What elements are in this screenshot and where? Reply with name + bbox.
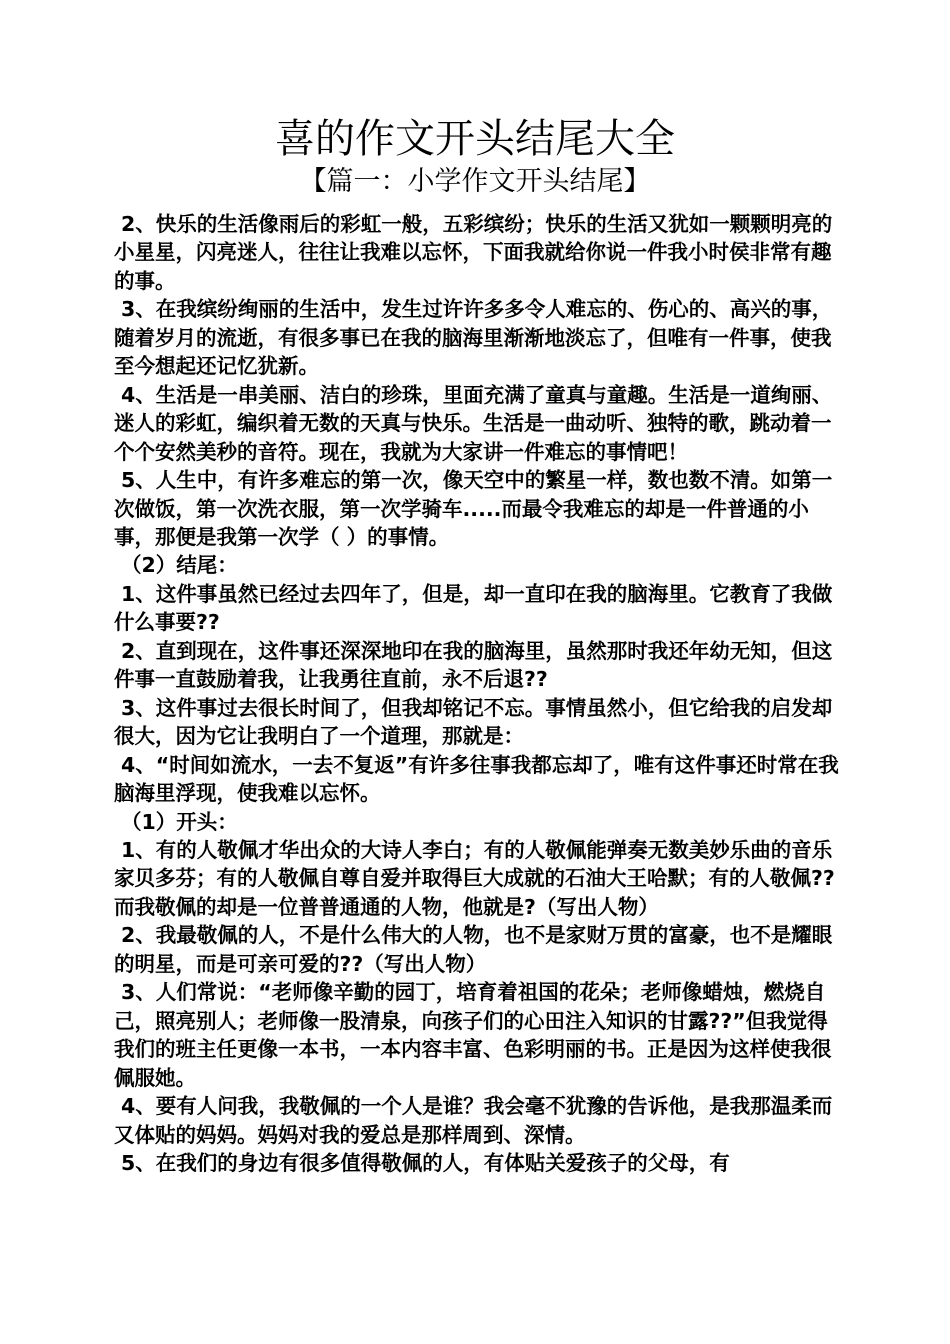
paragraph: 4、“时间如流水，一去不复返”有许多往事我都忘却了，唯有这件事还时常在我脑海里浮现，使我难以忘怀。 (114, 752, 839, 806)
paragraph: 4、生活是一串美丽、洁白的珍珠，里面充满了童真与童趣。生活是一道绚丽、迷人的彩虹，编织着无数的天真与快乐。生活是一曲动听、独特的歌，跳动着一个个安然美秒的音符。现在，我就为大家讲一件难忘的事情吧！ (114, 382, 833, 464)
document-title: 喜的作文开头结尾大全 (275, 116, 675, 162)
paragraph: 5、在我们的身边有很多值得敬佩的人，有体贴关爱孩子的父母，有 (121, 1150, 730, 1175)
paragraph: 1、有的人敬佩才华出众的大诗人李白；有的人敬佩能弹奏无数美妙乐曲的音乐家贝多芬；有的人敬佩自尊自爱并取得巨大成就的石油大王哈默；有的人敬佩??而我敬佩的却是一位普普通通的人物，他就是?（写出人物） (114, 837, 835, 919)
paragraph: 3、这件事过去很长时间了，但我却铭记不忘。事情虽然小，但它给我的启发却很大，因为它让我明白了一个道理，那就是： (114, 695, 833, 749)
paragraph: 4、要有人问我，我敬佩的一个人是谁？我会毫不犹豫的告诉他，是我那温柔而又体贴的妈妈。妈妈对我的爱总是那样周到、深情。 (114, 1094, 833, 1147)
paragraph: 2、我最敬佩的人，不是什么伟大的人物，也不是家财万贯的富豪，也不是耀眼的明星，而是可亲可爱的??（写出人物） (114, 923, 833, 976)
paragraph: 1、这件事虽然已经过去四年了，但是，却一直印在我的脑海里。它教育了我做什么事要?? (114, 581, 833, 635)
document-subtitle: 【篇一：小学作文开头结尾】 (299, 166, 651, 197)
section-heading-ending: （2）结尾： (121, 553, 238, 578)
section-heading-opening: （1）开头： (121, 809, 238, 834)
paragraph: 5、人生中，有许多难忘的第一次，像天空中的繁星一样，数也数不清。如第一次做饭，第一次洗衣服，第一次学骑车.....而最令我难忘的却是一件普通的小事，那便是我第一次学（ ）的事情。 (114, 468, 833, 549)
document-body (114, 210, 844, 1177)
paragraph: 2、快乐的生活像雨后的彩虹一般，五彩缤纷；快乐的生活又犹如一颗颗明亮的小星星，闪亮迷人，往往让我难以忘怀，下面我就给你说一件我小时侯非常有趣的事。 (114, 212, 833, 293)
paragraph: 2、直到现在，这件事还深深地印在我的脑海里，虽然那时我还年幼无知，但这件事一直鼓励着我，让我勇往直前，永不后退?? (114, 638, 833, 692)
paragraph: 3、人们常说：“老师像辛勤的园丁，培育着祖国的花朵；老师像蜡烛，燃烧自己，照亮别人；老师像一股清泉，向孩子们的心田注入知识的甘露??”但我觉得我们的班主任更像一本书，一本内容丰富、色彩明丽的书。正是因为这样使我很佩服她。 (114, 980, 832, 1090)
paragraph: 3、在我缤纷绚丽的生活中，发生过许许多多令人难忘的、伤心的、高兴的事，随着岁月的流逝，有很多事已在我的脑海里渐渐地淡忘了，但唯有一件事，使我至今想起还记忆犹新。 (114, 297, 833, 379)
